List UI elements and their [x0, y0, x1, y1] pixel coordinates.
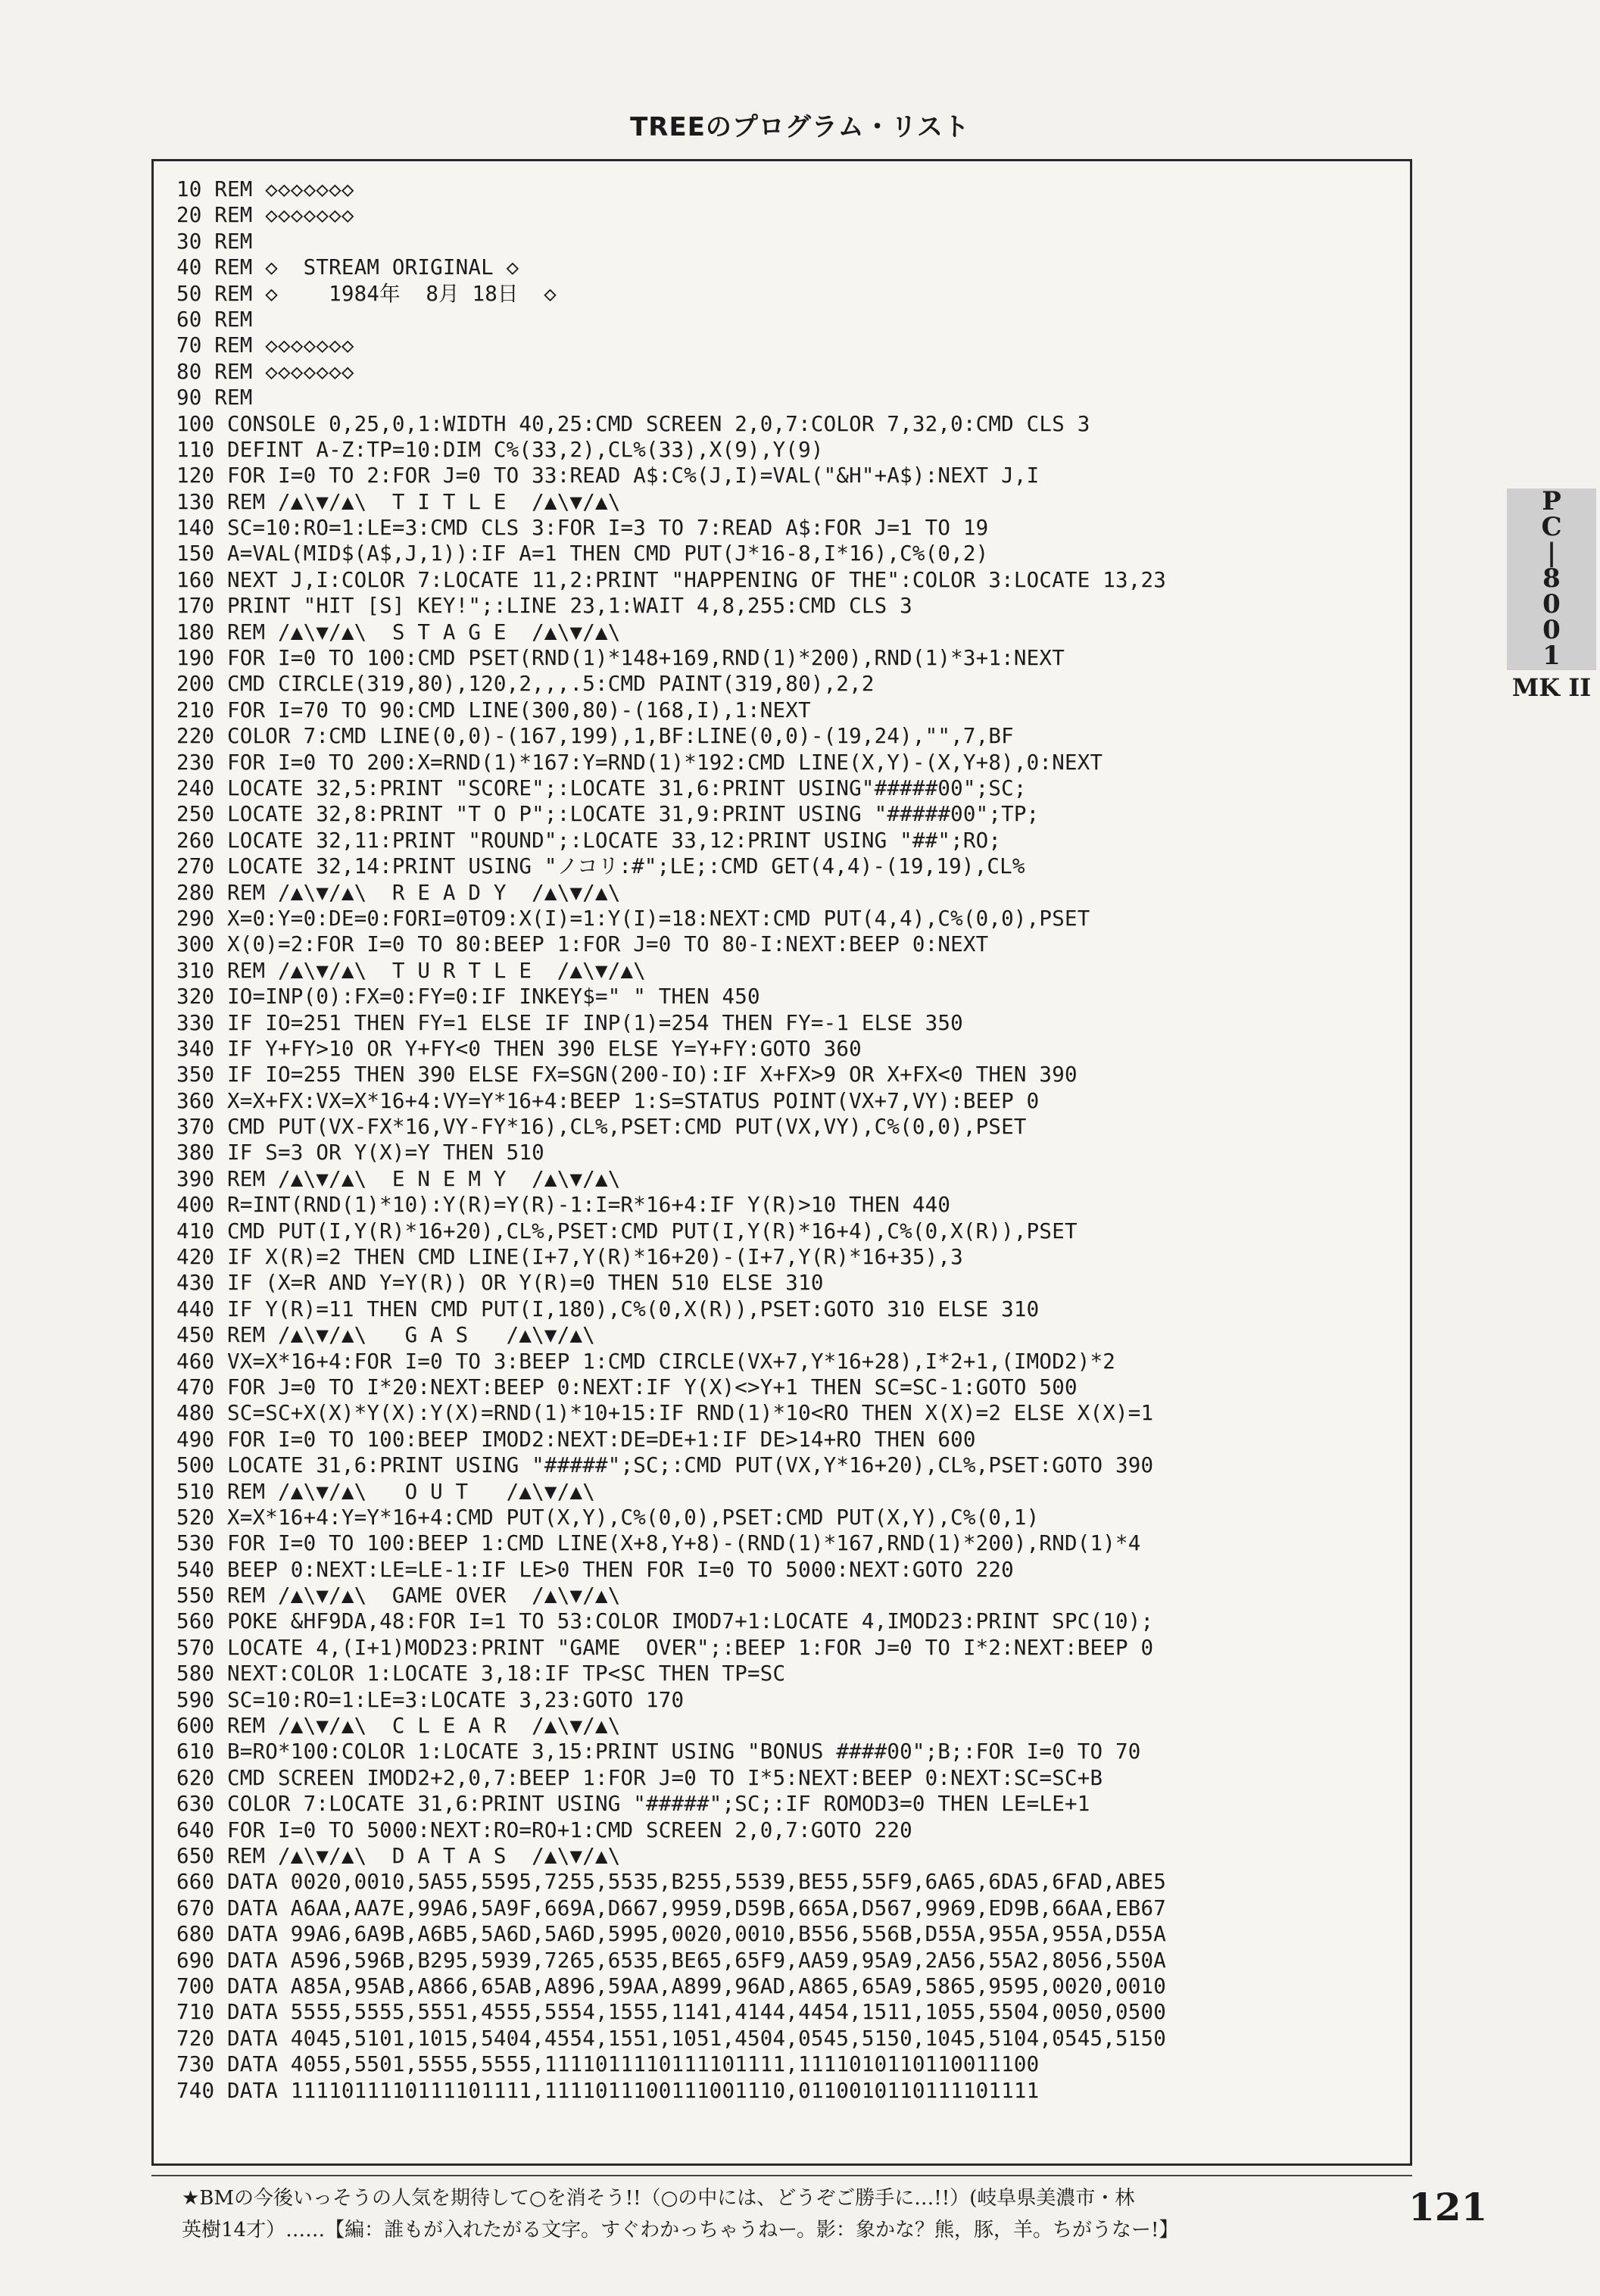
code-line: 430 IF (X=R AND Y=Y(R)) OR Y(R)=0 THEN 510 ELSE 310 [176, 1271, 824, 1296]
code-line: 450 REM /▲\▼/▲\ G A S /▲\▼/▲\ [176, 1323, 595, 1348]
program-listing-frame [151, 159, 1412, 2166]
machine-tab-letter: C [1541, 512, 1562, 542]
code-line: 190 FOR I=0 TO 100:CMD PSET(RND(1)*148+169,RND(1)*200),RND(1)*3+1:NEXT [176, 646, 1065, 671]
page-number: 121 [1408, 2185, 1488, 2229]
code-line: 110 DEFINT A-Z:TP=10:DIM C%(33,2),CL%(33),X(9),Y(9) [176, 437, 824, 462]
code-line: 360 X=X+FX:VX=X*16+4:VY=Y*16+4:BEEP 1:S=STATUS POINT(VX+7,VY):BEEP 0 [176, 1088, 1040, 1113]
code-line: 410 CMD PUT(I,Y(R)*16+20),CL%,PSET:CMD PUT(I,Y(R)*16+4),C%(0,X(R)),PSET [176, 1218, 1078, 1243]
code-line: 510 REM /▲\▼/▲\ O U T /▲\▼/▲\ [176, 1479, 595, 1504]
code-line: 420 IF X(R)=2 THEN CMD LINE(I+7,Y(R)*16+20)-(I+7,Y(R)*16+35),3 [176, 1245, 963, 1270]
code-line: 240 LOCATE 32,5:PRINT "SCORE";:LOCATE 31,6:PRINT USING"#####00";SC; [176, 775, 1027, 800]
code-line: 650 REM /▲\▼/▲\ D A T A S /▲\▼/▲\ [176, 1844, 621, 1868]
code-line: 490 FOR I=0 TO 100:BEEP IMOD2:NEXT:DE=DE+1:IF DE>14+RO THEN 600 [176, 1427, 976, 1452]
code-line: 10 REM ◇◇◇◇◇◇◇ [176, 177, 354, 201]
code-line: 520 X=X*16+4:Y=Y*16+4:CMD PUT(X,Y),C%(0,0),PSET:CMD PUT(X,Y),C%(0,1) [176, 1505, 1040, 1530]
code-line: 730 DATA 4055,5501,5555,5555,1111011110111101111,1111010110110011100 [176, 2052, 1040, 2077]
code-line: 270 LOCATE 32,14:PRINT USING "ノコリ:#";LE;:CMD GET(4,4)-(19,19),CL% [176, 854, 1025, 879]
code-line: 130 REM /▲\▼/▲\ T I T L E /▲\▼/▲\ [176, 489, 621, 514]
code-line: 630 COLOR 7:LOCATE 31,6:PRINT USING "#####";SC;:IF ROMOD3=0 THEN LE=LE+1 [176, 1792, 1090, 1817]
code-line: 330 IF IO=251 THEN FY=1 ELSE IF INP(1)=254 THEN FY=-1 ELSE 350 [176, 1010, 963, 1035]
code-line: 160 NEXT J,I:COLOR 7:LOCATE 11,2:PRINT "HAPPENING OF THE":COLOR 3:LOCATE 13,23 [176, 567, 1166, 592]
code-line: 90 REM [176, 385, 253, 410]
code-line: 320 IO=INP(0):FX=0:FY=0:IF INKEY$=" " THEN 450 [176, 984, 760, 1009]
code-line: 460 VX=X*16+4:FOR I=0 TO 3:BEEP 1:CMD CIRCLE(VX+7,Y*16+28),I*2+1,(IMOD2)*2 [176, 1349, 1115, 1374]
code-line: 390 REM /▲\▼/▲\ E N E M Y /▲\▼/▲\ [176, 1166, 621, 1191]
page-title: TREEのプログラム・リスト [630, 112, 970, 142]
code-line: 220 COLOR 7:CMD LINE(0,0)-(167,199),1,BF:LINE(0,0)-(19,24),"",7,BF [176, 724, 1014, 749]
code-line: 250 LOCATE 32,8:PRINT "T O P";:LOCATE 31,9:PRINT USING "#####00";TP; [176, 802, 1040, 827]
code-line: 280 REM /▲\▼/▲\ R E A D Y /▲\▼/▲\ [176, 880, 621, 905]
code-line: 400 R=INT(RND(1)*10):Y(R)=Y(R)-1:I=R*16+4:IF Y(R)>10 THEN 440 [176, 1193, 951, 1218]
machine-tab [1507, 486, 1596, 702]
code-line: 560 POKE &HF9DA,48:FOR I=1 TO 53:COLOR IMOD7+1:LOCATE 4,IMOD23:PRINT SPC(10); [176, 1609, 1154, 1634]
code-line: 610 B=RO*100:COLOR 1:LOCATE 3,15:PRINT USING "BONUS ####00";B;:FOR I=0 TO 70 [176, 1739, 1141, 1764]
code-line: 310 REM /▲\▼/▲\ T U R T L E /▲\▼/▲\ [176, 958, 646, 983]
code-line: 660 DATA 0020,0010,5A55,5595,7255,5535,B255,5539,BE55,55F9,6A65,6DA5,6FAD,ABE5 [176, 1870, 1166, 1895]
code-line: 470 FOR J=0 TO I*20:NEXT:BEEP 0:NEXT:IF Y(X)<>Y+1 THEN SC=SC-1:GOTO 500 [176, 1374, 1078, 1399]
machine-tab-mk: MK II [1511, 673, 1592, 702]
code-line: 500 LOCATE 31,6:PRINT USING "#####";SC;:CMD PUT(VX,Y*16+20),CL%,PSET:GOTO 390 [176, 1453, 1154, 1478]
code-line: 380 IF S=3 OR Y(X)=Y THEN 510 [176, 1140, 544, 1165]
code-line: 210 FOR I=70 TO 90:CMD LINE(300,80)-(168,I),1:NEXT [176, 697, 811, 722]
code-line: 680 DATA 99A6,6A9B,A6B5,5A6D,5A6D,5995,0020,0010,B556,556B,D55A,955A,955A,D55A [176, 1922, 1166, 1947]
code-line: 40 REM ◇ STREAM ORIGINAL ◇ [176, 255, 519, 280]
machine-tab-letter: | [1546, 538, 1557, 568]
code-line: 50 REM ◇ 1984年 8月 18日 ◇ [176, 281, 557, 306]
code-line: 720 DATA 4045,5101,1015,5404,4554,1551,1051,4504,0545,5150,1045,5104,0545,5150 [176, 2026, 1166, 2051]
program-listing [176, 176, 1396, 2104]
code-line: 60 REM [176, 307, 253, 332]
code-line: 550 REM /▲\▼/▲\ GAME OVER /▲\▼/▲\ [176, 1583, 621, 1608]
code-line: 120 FOR I=0 TO 2:FOR J=0 TO 33:READ A$:C%(J,I)=VAL("&H"+A$):NEXT J,I [176, 463, 1040, 488]
code-line: 150 A=VAL(MID$(A$,J,1)):IF A=1 THEN CMD PUT(J*16-8,I*16),C%(0,2) [176, 541, 989, 566]
code-line: 480 SC=SC+X(X)*Y(X):Y(X)=RND(1)*10+15:IF RND(1)*10<RO THEN X(X)=2 ELSE X(X)=1 [176, 1401, 1154, 1426]
code-line: 260 LOCATE 32,11:PRINT "ROUND";:LOCATE 33,12:PRINT USING "##";RO; [176, 828, 1002, 853]
code-line: 290 X=0:Y=0:DE=0:FORI=0TO9:X(I)=1:Y(I)=18:NEXT:CMD PUT(4,4),C%(0,0),PSET [176, 906, 1090, 931]
code-line: 170 PRINT "HIT [S] KEY!";:LINE 23,1:WAIT 4,8,255:CMD CLS 3 [176, 594, 912, 619]
machine-tab-letter: 0 [1542, 615, 1561, 645]
machine-tab-letter: 1 [1542, 641, 1561, 671]
code-line: 20 REM ◇◇◇◇◇◇◇ [176, 203, 354, 228]
code-line: 600 REM /▲\▼/▲\ C L E A R /▲\▼/▲\ [176, 1714, 621, 1739]
code-line: 70 REM ◇◇◇◇◇◇◇ [176, 333, 354, 358]
code-line: 140 SC=10:RO=1:LE=3:CMD CLS 3:FOR I=3 TO 7:READ A$:FOR J=1 TO 19 [176, 516, 989, 541]
code-line: 670 DATA A6AA,AA7E,99A6,5A9F,669A,D667,9959,D59B,665A,D567,9969,ED9B,66AA,EB67 [176, 1895, 1166, 1920]
reader-note [182, 2182, 1378, 2246]
code-line: 350 IF IO=255 THEN 390 ELSE FX=SGN(200-IO):IF X+FX>9 OR X+FX<0 THEN 390 [176, 1062, 1078, 1087]
code-line: 340 IF Y+FY>10 OR Y+FY<0 THEN 390 ELSE Y=Y+FY:GOTO 360 [176, 1036, 862, 1061]
code-line: 570 LOCATE 4,(I+1)MOD23:PRINT "GAME OVER";:BEEP 1:FOR J=0 TO I*2:NEXT:BEEP 0 [176, 1635, 1154, 1660]
code-line: 370 CMD PUT(VX-FX*16,VY-FY*16),CL%,PSET:CMD PUT(VX,VY),C%(0,0),PSET [176, 1115, 1027, 1140]
code-line: 30 REM [176, 229, 253, 254]
code-line: 580 NEXT:COLOR 1:LOCATE 3,18:IF TP<SC THEN TP=SC [176, 1661, 786, 1686]
code-line: 440 IF Y(R)=11 THEN CMD PUT(I,180),C%(0,X(R)),PSET:GOTO 310 ELSE 310 [176, 1296, 1040, 1321]
code-line: 710 DATA 5555,5555,5551,4555,5554,1555,1141,4144,4454,1511,1055,5504,0050,0500 [176, 2000, 1166, 2025]
machine-tab-letter: 0 [1542, 589, 1561, 619]
code-line: 230 FOR I=0 TO 200:X=RND(1)*167:Y=RND(1)*192:CMD LINE(X,Y)-(X,Y+8),0:NEXT [176, 750, 1103, 775]
footer-divider [151, 2175, 1412, 2176]
code-line: 200 CMD CIRCLE(319,80),120,2,,,.5:CMD PAINT(319,80),2,2 [176, 672, 875, 697]
machine-tab-letter: 8 [1542, 563, 1561, 594]
reader-note-line: 英樹14才）……【編：誰もが入れたがる文字。すぐわかっちゃうねー。影：象かな？熊，豚，羊。ちがうなー!】 [182, 2219, 1179, 2241]
code-line: 530 FOR I=0 TO 100:BEEP 1:CMD LINE(X+8,Y+8)-(RND(1)*167,RND(1)*200),RND(1)*4 [176, 1531, 1141, 1556]
code-line: 690 DATA A596,596B,B295,5939,7265,6535,BE65,65F9,AA59,95A9,2A56,55A2,8056,550A [176, 1948, 1166, 1973]
code-line: 300 X(0)=2:FOR I=0 TO 80:BEEP 1:FOR J=0 TO 80-I:NEXT:BEEP 0:NEXT [176, 932, 989, 957]
code-line: 640 FOR I=0 TO 5000:NEXT:RO=RO+1:CMD SCREEN 2,0,7:GOTO 220 [176, 1817, 912, 1842]
reader-note-line: ★BMの今後いっそうの人気を期待して○を消そう!!（○の中には、どうぞご勝手に…!!）(岐阜県美濃市・林 [182, 2187, 1135, 2210]
code-line: 540 BEEP 0:NEXT:LE=LE-1:IF LE>0 THEN FOR I=0 TO 5000:NEXT:GOTO 220 [176, 1557, 1014, 1582]
code-line: 100 CONSOLE 0,25,0,1:WIDTH 40,25:CMD SCREEN 2,0,7:COLOR 7,32,0:CMD CLS 3 [176, 411, 1090, 436]
code-line: 80 REM ◇◇◇◇◇◇◇ [176, 359, 354, 384]
code-line: 620 CMD SCREEN IMOD2+2,0,7:BEEP 1:FOR J=0 TO I*5:NEXT:BEEP 0:NEXT:SC=SC+B [176, 1765, 1103, 1790]
code-line: 590 SC=10:RO=1:LE=3:LOCATE 3,23:GOTO 170 [176, 1687, 685, 1712]
code-line: 700 DATA A85A,95AB,A866,65AB,A896,59AA,A899,96AD,A865,65A9,5865,9595,0020,0010 [176, 1973, 1166, 1998]
code-line: 740 DATA 1111011110111101111,1111011100111001110,0110010110111101111 [176, 2078, 1040, 2103]
machine-tab-letter: P [1542, 486, 1561, 516]
code-line: 180 REM /▲\▼/▲\ S T A G E /▲\▼/▲\ [176, 619, 621, 644]
